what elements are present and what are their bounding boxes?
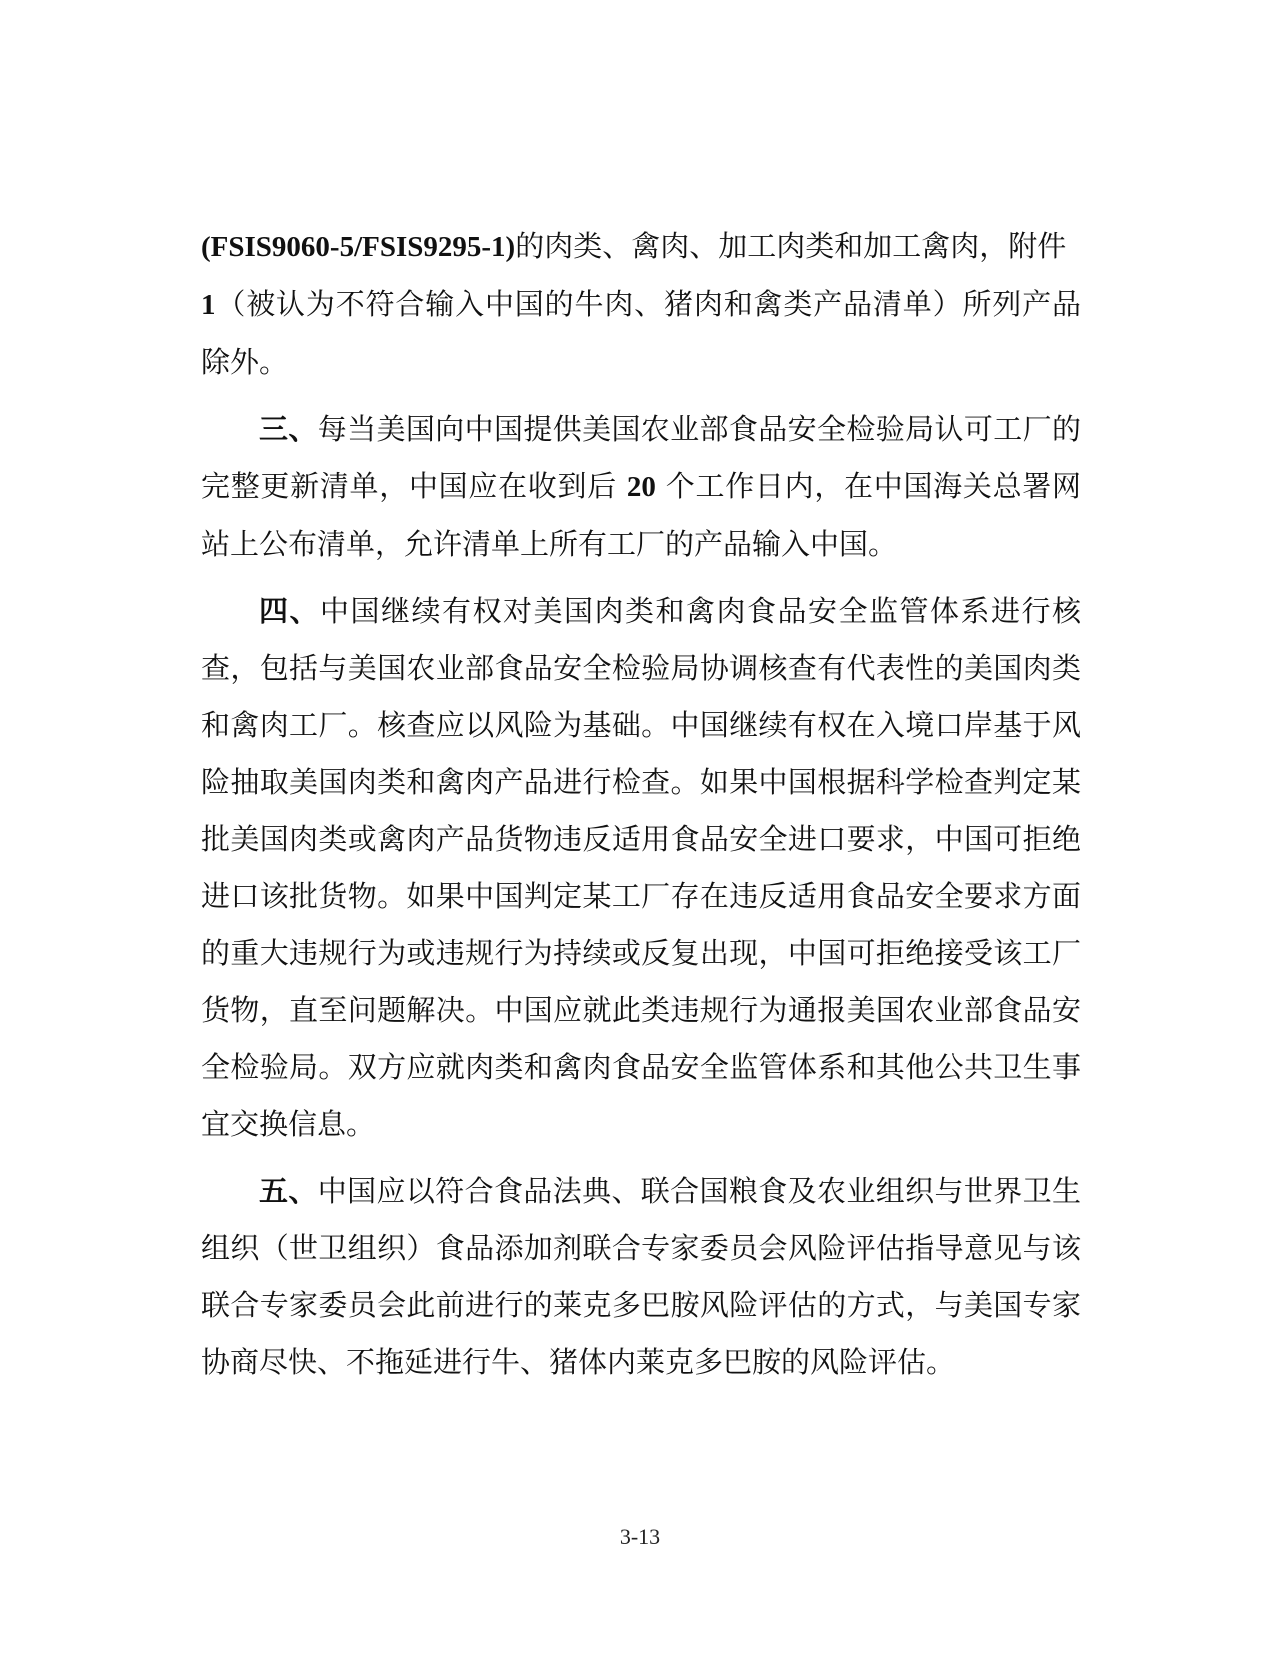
document-body	[201, 218, 1081, 1401]
paragraph-text: 每当美国向中国提供美国农业部食品安全检验局认可工厂的完整更新清单，中国应在收到后	[201, 412, 1081, 503]
annex-number: 1	[201, 289, 216, 321]
section-number: 三、	[259, 412, 318, 446]
paragraph-text: 个工作日内，在中国海关总署网站上公布清单，允许清单上所有工厂的产品输入中国。	[201, 469, 1082, 561]
section-number: 四、	[259, 594, 320, 628]
paragraph-section-5	[201, 1163, 1081, 1391]
paragraph-section-4	[201, 583, 1081, 1153]
section-number: 五、	[259, 1174, 318, 1208]
paragraph-text: 中国继续有权对美国肉类和禽肉食品安全监管体系进行核查，包括与美国农业部食品安全检验局协调核查有代表性的美国肉类和禽肉工厂。核查应以风险为基础。中国继续有权在入境口岸基于风险抽取美国肉类和禽肉产品进行检查。如果中国根据科学检查判定某批美国肉类或禽肉产品货物违反适用食品安全进口要求，中国可拒绝进口该批货物。如果中国判定某工厂存在违反适用食品安全要求方面的重大违规行为或违规行为持续或反复出现，中国可拒绝接受该工厂货物，直至问题解决。中国应就此类违规行为通报美国农业部食品安全检验局。双方应就肉类和禽肉食品安全监管体系和其他公共卫生事宜交换信息。	[201, 594, 1081, 1141]
document-reference: (FSIS9060-5/FSIS9295-1)	[201, 231, 516, 263]
paragraph-text: 的肉类、禽肉、加工肉类和加工禽肉，附件	[515, 229, 1067, 263]
paragraph-continuation	[201, 218, 1081, 391]
page-number: 3-13	[619, 1524, 661, 1549]
paragraph-section-3	[201, 401, 1081, 573]
day-count: 20	[626, 471, 656, 503]
paragraph-text: （被认为不符合输入中国的牛肉、猪肉和禽类产品清单）所列产品除外。	[201, 287, 1081, 379]
paragraph-text: 中国应以符合食品法典、联合国粮食及农业组织与世界卫生组织（世卫组织）食品添加剂联合专家委员会风险评估指导意见与该联合专家委员会此前进行的莱克多巴胺风险评估的方式，与美国专家协商尽快、不拖延进行牛、猪体内莱克多巴胺的风险评估。	[201, 1174, 1081, 1379]
